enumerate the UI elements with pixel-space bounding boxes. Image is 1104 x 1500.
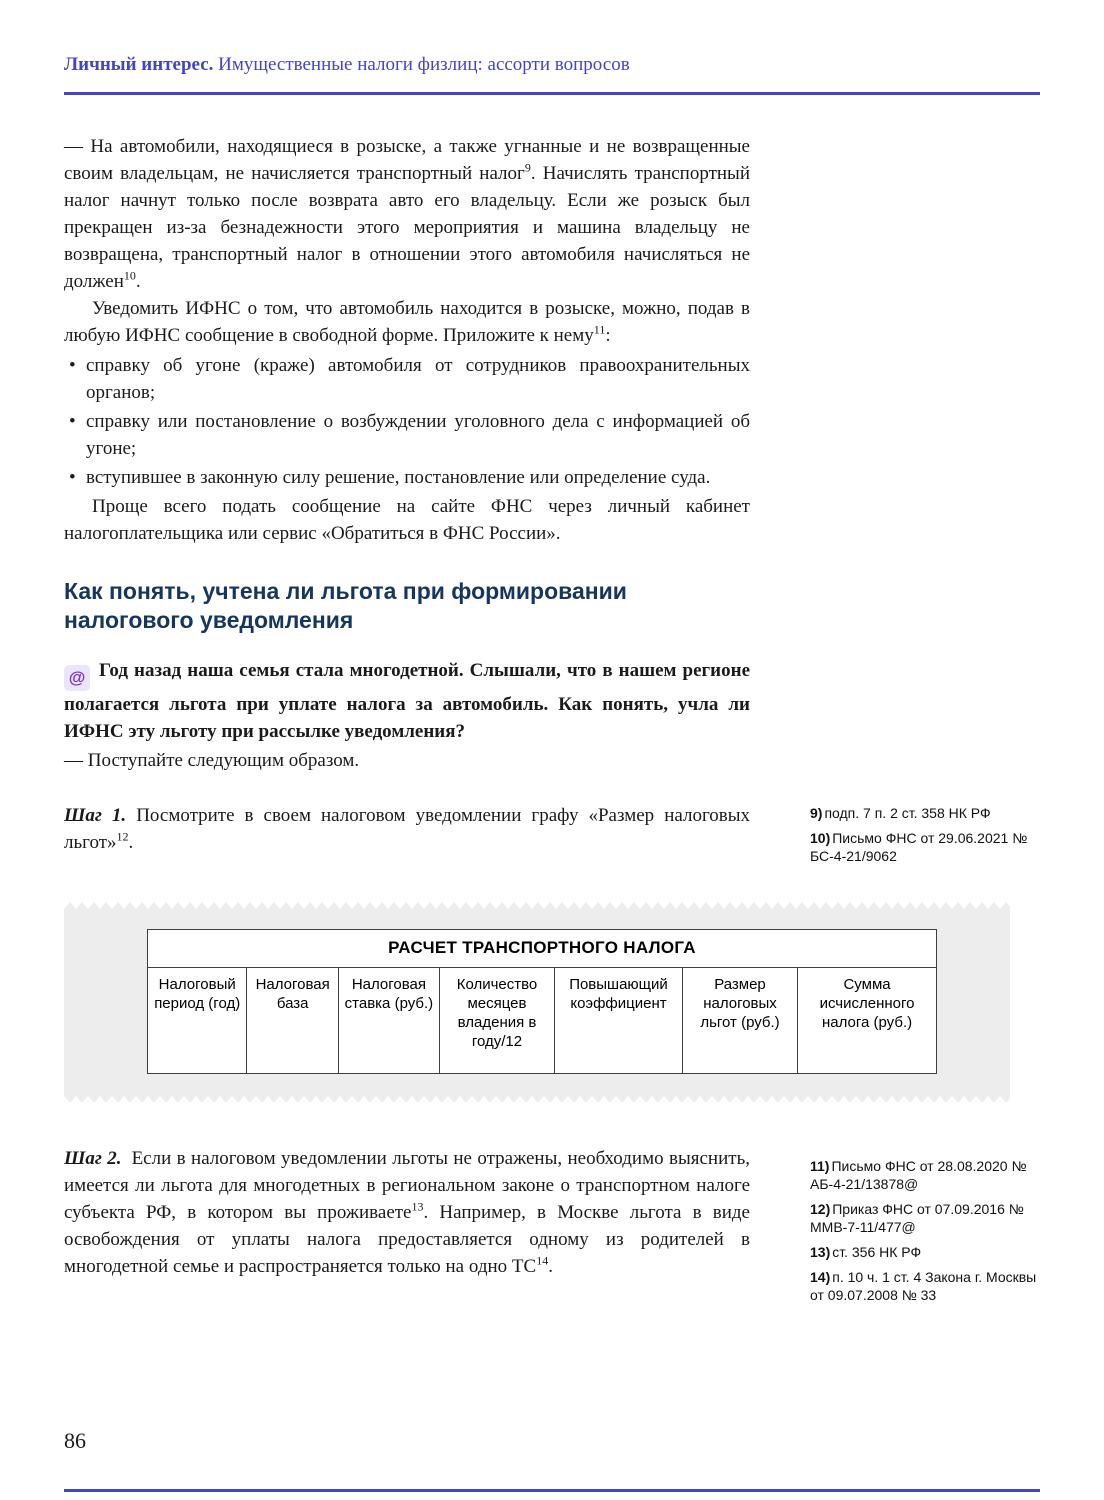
step-1	[64, 802, 750, 856]
table-title-row	[148, 929, 937, 967]
table-header-row	[148, 967, 937, 1073]
paragraph-text: Уведомить ИФНС о том, что автомобиль находится в розыске, можно, подав в любую ИФНС сообщение в свободной форме. Приложите к нему	[64, 298, 750, 346]
step-1-text: .	[128, 831, 134, 853]
table-col-tax-rate: Налоговая ставка (руб.)	[338, 967, 439, 1073]
reader-question	[64, 657, 750, 745]
question-text: Год назад наша семья стала многодетной. Слышали, что в нашем регионе полагается льгота при уплате налога за автомобиль. Как понять, учла ли ИФНС эту льготу при рассылке уведомления?	[64, 660, 750, 742]
footnote-13	[810, 1243, 1040, 1261]
footnote-12	[810, 1200, 1040, 1236]
table-col-months: Количество месяцев владения в году/12	[439, 967, 554, 1073]
page-number: 86	[64, 1428, 86, 1453]
paragraph-fns-website: Проще всего подать сообщение на сайте ФНС через личный кабинет налогоплательщика или сервис «Обратиться в ФНС России».	[64, 496, 750, 544]
footnote-number: 12)	[810, 1200, 831, 1217]
footnote-number: 10)	[810, 829, 831, 846]
answer-lead: — Поступайте следующим образом.	[64, 749, 360, 771]
footnote-number: 9)	[810, 804, 823, 821]
attachment-list	[64, 352, 750, 491]
footnote-text: подп. 7 п. 2 ст. 358 НК РФ	[824, 804, 991, 821]
list-item: • справку или постановление о возбуждении уголовного дела с информацией об угоне;	[64, 408, 750, 462]
paragraph-text: .	[135, 271, 141, 292]
notice-screenshot-strip	[64, 902, 1010, 1103]
torn-edge-top-icon	[64, 902, 1010, 909]
question-at-icon: @	[64, 665, 90, 691]
footnote-11	[810, 1157, 1040, 1193]
footnote-ref-14: 14	[536, 1253, 549, 1268]
running-head	[64, 52, 1040, 77]
table-col-benefits: Размер налоговых льгот (руб.)	[682, 967, 797, 1073]
step-2-text: Если в налоговом уведомлении льготы не отражены, необходимо выяснить, имеется ли льгота для многодетных в региональном законе о транспортном налоге субъекта РФ, в котором вы проживаете	[64, 1147, 750, 1223]
step1-row	[64, 802, 1040, 872]
footnote-ref-12: 12	[116, 829, 129, 844]
step-1-label: Шаг 1.	[64, 804, 127, 826]
footnote-text: Письмо ФНС от 28.08.2020 № АБ-4-21/13878@	[810, 1157, 1027, 1192]
table-col-tax-sum: Сумма исчисленного налога (руб.)	[798, 967, 937, 1073]
footer-rule	[64, 1489, 1040, 1492]
running-head-rubric: Личный интерес.	[64, 54, 214, 75]
paragraph-text: — На автомобили, находящиеся в розыске, а также угнанные и не возвращенные своим владельцам, не начисляется транспортный налог	[64, 136, 750, 184]
table-col-tax-period: Налоговый период (год)	[148, 967, 247, 1073]
header-rule	[64, 92, 1040, 95]
footnote-14	[810, 1268, 1040, 1304]
list-item: • справку об угоне (краже) автомобиля от сотрудников правоохранительных органов;	[64, 352, 750, 406]
paragraph-notify-ifns	[64, 295, 750, 349]
paragraph-text: :	[605, 325, 611, 346]
margin-notes-group2	[810, 1145, 1040, 1311]
footnote-ref-9: 9	[524, 160, 531, 175]
step2-row	[64, 1145, 1040, 1311]
notice-strip-body	[64, 909, 1010, 1096]
step-2-text: . Например, в Москве льгота в виде освобождения от уплаты налога предоставляется одному из родителей в многодетной семье и распространяется только на одно ТС	[64, 1201, 750, 1277]
table-col-tax-base: Налоговая база	[247, 967, 339, 1073]
footnote-9	[810, 804, 1040, 822]
footnote-text: ст. 356 НК РФ	[832, 1243, 922, 1260]
table-title: РАСЧЕТ ТРАНСПОРТНОГО НАЛОГА	[148, 929, 937, 967]
footnote-text: п. 10 ч. 1 ст. 4 Закона г. Москвы от 09.07.2008 № 33	[810, 1268, 1037, 1303]
paragraph-text: . Начислять транспортный налог начнут только после возврата авто его владельцу. Если же розыск был прекращен из-за безнадежности этого мероприятия и машина владельцу не возвращена, транспортный налог в отношении этого автомобиля начисляться не должен	[64, 163, 750, 292]
step-1-text: Посмотрите в своем налоговом уведомлении графу «Размер налоговых льгот»	[64, 804, 750, 853]
footnote-number: 13)	[810, 1243, 831, 1260]
step-2-text: .	[548, 1255, 553, 1277]
table-col-coefficient: Повышающий коэффициент	[555, 967, 683, 1073]
paragraph-stolen-cars	[64, 133, 750, 295]
step-2	[64, 1145, 750, 1280]
footnote-number: 14)	[810, 1268, 831, 1285]
footnote-text: Приказ ФНС от 07.09.2016 № ММВ-7-11/477@	[810, 1200, 1024, 1235]
running-head-title: Имущественные налоги физлиц: ассорти вопросов	[218, 54, 630, 75]
list-item: • вступившее в законную силу решение, постановление или определение суда.	[64, 464, 750, 491]
footnote-10	[810, 829, 1040, 865]
footnote-ref-10: 10	[123, 268, 136, 283]
footnote-number: 11)	[810, 1157, 830, 1174]
torn-edge-bottom-icon	[64, 1096, 1010, 1103]
section-heading: Как понять, учтена ли льгота при формировании налогового уведомления	[64, 578, 627, 633]
margin-notes-group1	[810, 802, 1040, 872]
footnote-text: Письмо ФНС от 29.06.2021 № БС-4-21/9062	[810, 829, 1028, 864]
footnote-ref-11: 11	[593, 322, 606, 337]
transport-tax-table	[147, 929, 937, 1074]
step-2-label: Шаг 2.	[64, 1147, 122, 1169]
footnote-ref-13: 13	[411, 1199, 424, 1214]
